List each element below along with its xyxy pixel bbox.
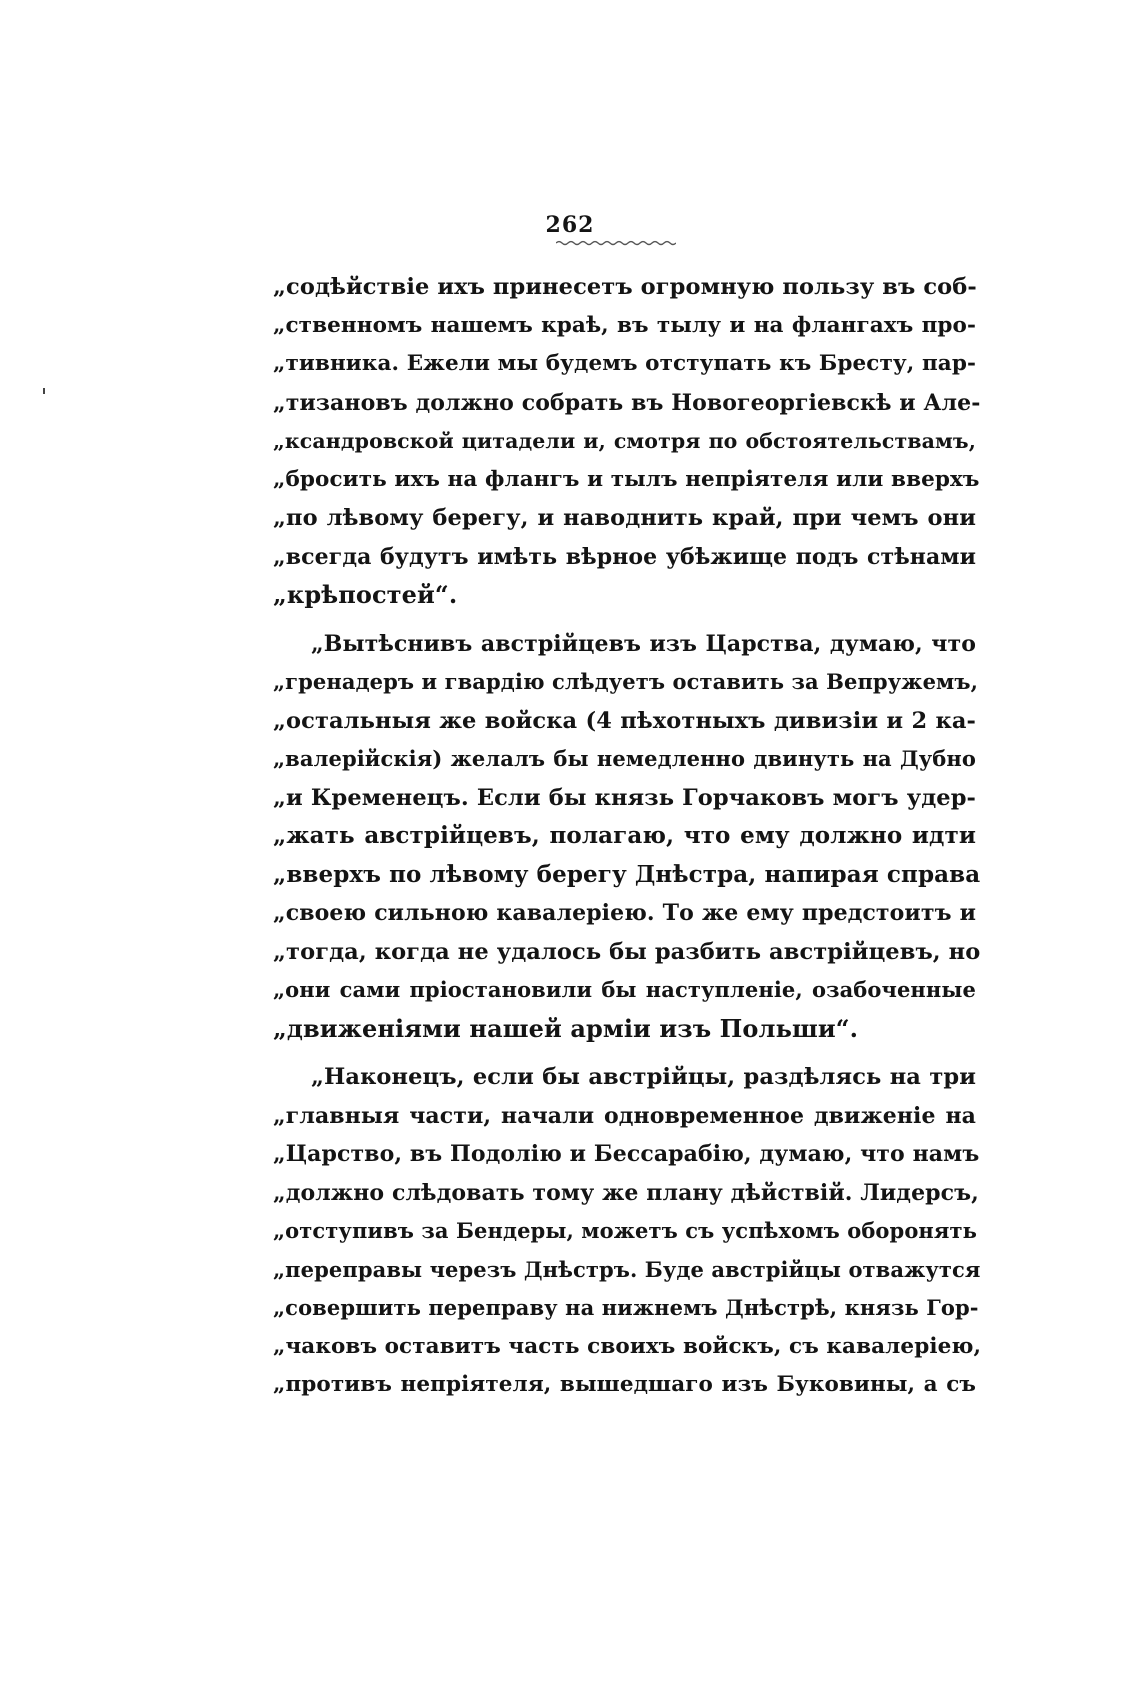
page-number: 262 (545, 212, 595, 238)
text-line: „Наконецъ, если бы австрійцы, раздѣлясь на три (311, 1064, 976, 1090)
paragraph (273, 268, 981, 615)
text-line: „переправы черезъ Днѣстръ. Буде австрійцы отважутся (273, 1256, 981, 1282)
paragraph (273, 625, 981, 1049)
stray-ink-mark (43, 388, 45, 394)
text-line: „тизановъ должно собрать въ Новогеоргіевскѣ и Але- (273, 389, 981, 416)
text-line: „остальныя же войска (4 пѣхотныхъ дивизіи и 2 ка- (273, 707, 976, 734)
text-line: „совершить переправу на нижнемъ Днѣстрѣ, князь Гор- (273, 1295, 979, 1320)
text-line: „тогда, когда не удалось бы разбить австрійцевъ, но (273, 938, 981, 965)
text-line: „главныя части, начали одновременное движеніе на (273, 1102, 976, 1129)
text-line: „тивника. Ежели мы будемъ отступать къ Бресту, пар- (273, 351, 976, 376)
text-line: „всегда будутъ имѣть вѣрное убѣжище подъ стѣнами (273, 543, 976, 570)
text-line: „движеніями нашей арміи изъ Польши“. (273, 1013, 859, 1043)
body-text (273, 268, 982, 1405)
text-line: „ственномъ нашемъ краѣ, въ тылу и на флангахъ про- (273, 312, 976, 338)
text-line: „чаковъ оставитъ часть своихъ войскъ, съ кавалеріею, (273, 1333, 982, 1359)
text-line: „Царство, въ Подолію и Бессарабію, думаю, что намъ (273, 1141, 980, 1167)
text-line: „валерійскія) желалъ бы немедленно двинуть на Дубно (273, 746, 976, 771)
paragraph-gap (273, 1048, 976, 1058)
text-line: „содѣйствіе ихъ принесетъ огромную пользу въ соб- (273, 274, 977, 300)
text-line: „противъ непріятеля, вышедшаго изъ Буковины, а съ (273, 1372, 976, 1397)
paragraph-gap (273, 615, 976, 625)
paragraph (273, 1058, 982, 1405)
text-line: „отступивъ за Бендеры, можетъ съ успѣхомъ оборонять (273, 1218, 977, 1243)
text-line: „жать австрійцевъ, полагаю, что ему должно идти (273, 822, 976, 849)
text-line: „ксандровской цитадели и, смотря по обстоятельствамъ, (273, 429, 976, 453)
text-line: „своею сильною кавалеріею. То же ему предстоитъ и (273, 900, 976, 926)
text-line: „и Кременецъ. Если бы князь Горчаковъ могъ удер- (273, 784, 976, 811)
text-line: „бросить ихъ на флангъ и тылъ непріятеля или вверхъ (273, 466, 980, 492)
text-line: „Вытѣснивъ австрійцевъ изъ Царства, думаю, что (311, 630, 976, 657)
text-line: „вверхъ по лѣвому берегу Днѣстра, напирая справа (273, 860, 981, 888)
text-line: „они сами пріостановили бы наступленіе, озабоченные (273, 977, 976, 1002)
text-line: „крѣпостей“. (273, 580, 458, 609)
page-number-ornament (556, 240, 676, 246)
text-line: „должно слѣдовать тому же плану дѣйствій. Лидерсъ, (273, 1179, 979, 1206)
text-line: „гренадеръ и гвардію слѣдуетъ оставить за Вепружемъ, (273, 669, 978, 694)
text-line: „по лѣвому берегу, и наводнить край, при чемъ они (273, 505, 976, 531)
